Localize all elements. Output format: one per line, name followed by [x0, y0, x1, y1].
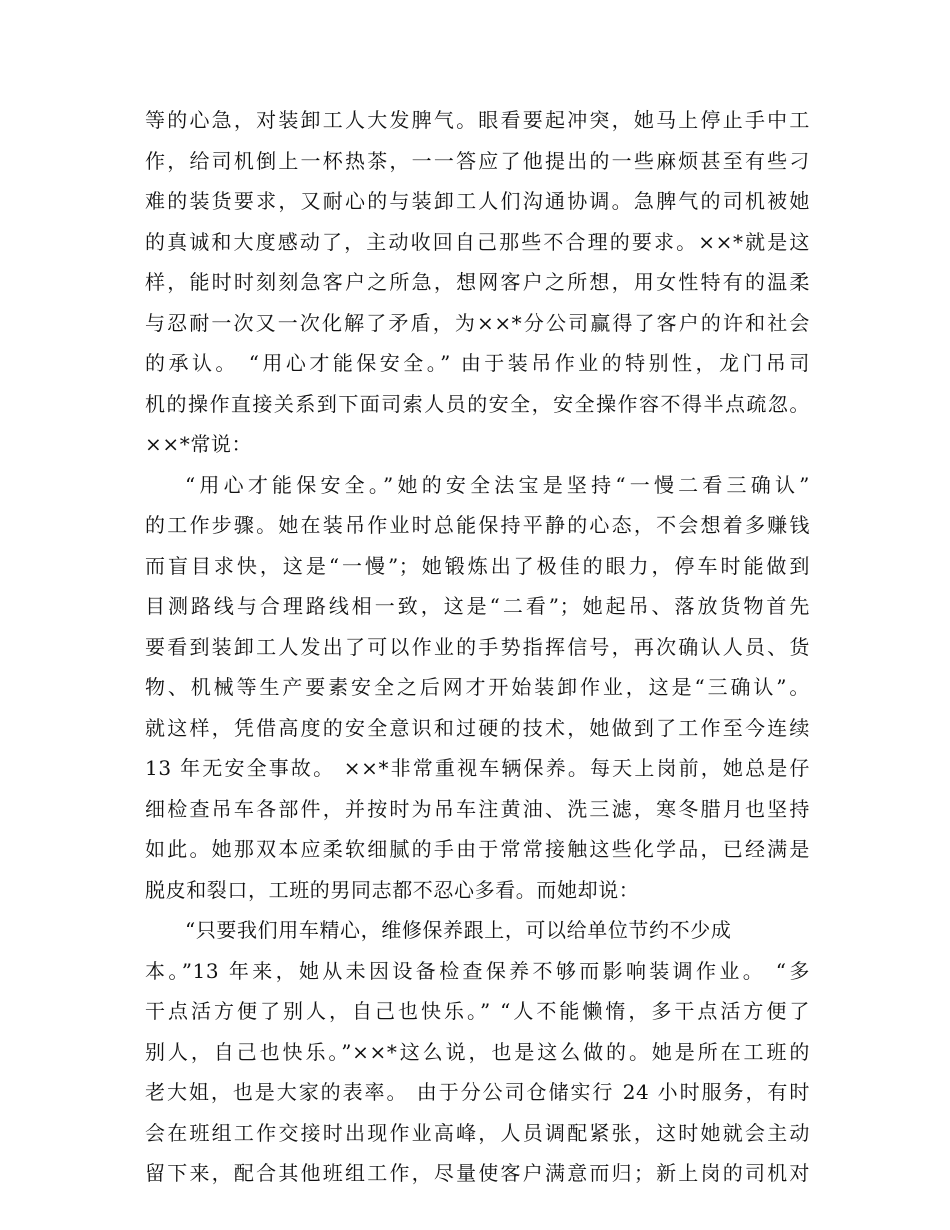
text-line: 干点活方便了别人，自己也快乐。” “人不能懒惰，多干点活方便了: [145, 999, 810, 1023]
text-line: 难的装货要求，又耐心的与装卸工人们沟通协调。急脾气的司机被她: [145, 189, 810, 213]
text-line: 别人，自己也快乐。”××*这么说，也是这么做的。她是所在工班的: [145, 1039, 810, 1064]
text-line: 的真诚和大度感动了，主动收回自己那些不合理的要求。××*就是这: [145, 229, 810, 254]
body-text: [145, 100, 810, 1194]
text-line: 如此。她那双本应柔软细腻的手由于常常接触这些化学品，已经满是: [145, 837, 810, 861]
text-line: 而盲目求快，这是“一慢”；她锻炼出了极佳的眼力，停车时能做到: [145, 553, 810, 578]
text-line: 与忍耐一次又一次化解了矛盾，为××*分公司赢得了客户的许和社会: [145, 310, 810, 335]
text-line: 物、机械等生产要素安全之后网才开始装卸作业，这是“三确认”。: [145, 675, 810, 699]
text-line: 13 年无安全事故。 ××*非常重视车辆保养。每天上岗前，她总是仔: [145, 756, 810, 780]
text-line: 就这样，凭借高度的安全意识和过硬的技术，她做到了工作至今连续: [145, 715, 810, 740]
text-line: 会在班组工作交接时出现作业高峰，人员调配紧张，这时她就会主动: [145, 1120, 810, 1145]
text-line: 机的操作直接关系到下面司索人员的安全，安全操作容不得半点疏忽。: [145, 391, 810, 416]
text-line: 的工作步骤。她在装吊作业时总能保持平静的心态，不会想着多赚钱: [145, 513, 810, 537]
text-line: “只要我们用车精心，维修保养跟上，可以给单位节约不少成: [185, 918, 732, 942]
text-line: 细检查吊车各部件，并按时为吊车注黄油、洗三滤，寒冬腊月也坚持: [145, 796, 810, 821]
text-line: 脱皮和裂口，工班的男同志都不忍心多看。而她却说：: [145, 877, 640, 902]
text-line: 的承认。 “用心才能保安全。” 由于装吊作业的特别性，龙门吊司: [145, 351, 810, 375]
text-line: 目测路线与合理路线相一致，这是“二看”；她起吊、落放货物首先: [145, 594, 810, 618]
text-line: 要看到装卸工人发出了可以作业的手势指挥信号，再次确认人员、货: [145, 634, 810, 659]
text-line: 老大姐，也是大家的表率。 由于分公司仓储实行 24 小时服务，有时: [145, 1080, 810, 1104]
text-line: ××*常说：: [145, 432, 253, 456]
text-line: 作，给司机倒上一杯热茶，一一答应了他提出的一些麻烦甚至有些刁: [145, 148, 810, 173]
text-line: 留下来，配合其他班组工作，尽量使客户满意而归；新上岗的司机对: [145, 1161, 810, 1185]
text-line: 样，能时时刻刻急客户之所急，想网客户之所想，用女性特有的温柔: [145, 270, 810, 294]
text-line: “用心才能保安全。”她的安全法宝是坚持“一慢二看三确认”: [185, 472, 810, 497]
text-line: 本。”13 年来，她从未因设备检查保养不够而影响装调作业。 “多: [145, 958, 810, 983]
text-line: 等的心急，对装卸工人大发脾气。眼看要起冲突，她马上停止手中工: [145, 108, 810, 132]
